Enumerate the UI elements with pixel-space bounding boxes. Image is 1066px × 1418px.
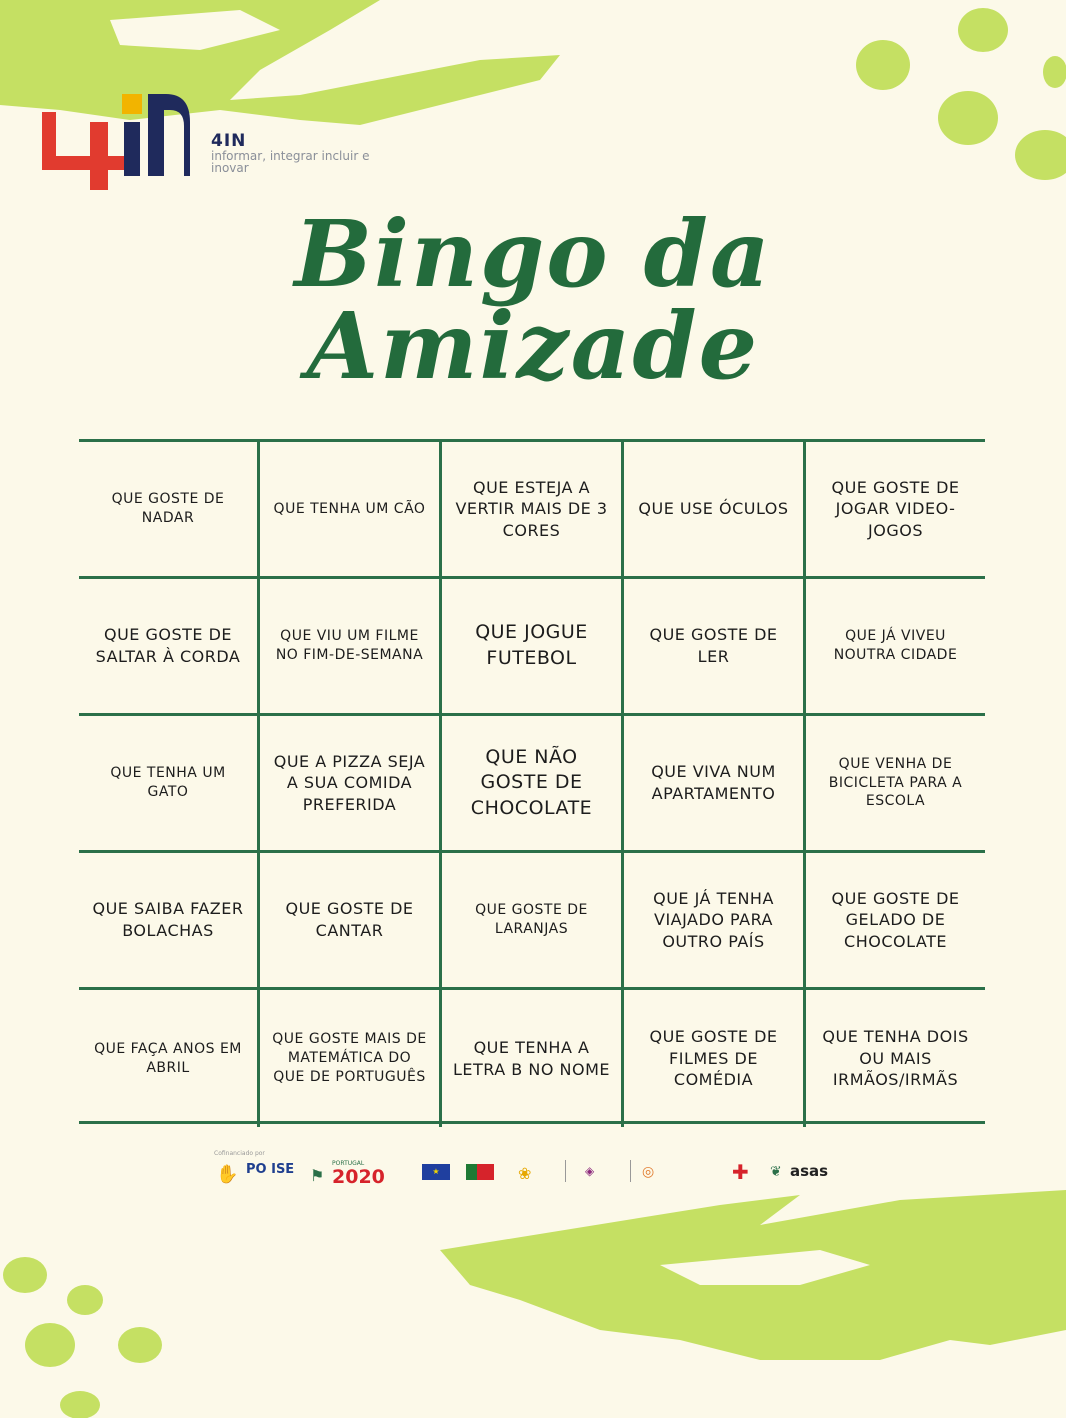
brand-tagline: informar, integrar incluir e inovar [211,149,370,175]
bingo-cell[interactable]: QUE TENHA UM CÃO [260,442,442,579]
bingo-grid [79,439,985,1124]
bingo-cell[interactable]: QUE VIU UM FILME NO FIM-DE-SEMANA [260,579,442,716]
red-cross-icon: ✚ [732,1160,749,1184]
bingo-cell[interactable]: QUE GOSTE MAIS DE MATEMÁTICA DO QUE DE PORTUGUÊS [260,990,442,1127]
portugal-label: PORTUGAL [332,1160,365,1167]
sun-icon: ❀ [518,1164,532,1183]
divider [565,1160,566,1182]
bingo-cell[interactable]: QUE GOSTE DE GELADO DE CHOCOLATE [806,853,985,990]
title-line-1: Bingo da [294,200,772,308]
bingo-cell[interactable]: QUE VIVA NUM APARTAMENTO [624,716,806,853]
bingo-cell[interactable]: QUE NÃO GOSTE DE CHOCOLATE [442,716,624,853]
asas-logo: asas [790,1162,829,1180]
bingo-cell[interactable]: QUE JÁ TENHA VIAJADO PARA OUTRO PAÍS [624,853,806,990]
portugal-flag-icon: ⚑ [310,1166,325,1185]
4in-logo [40,92,350,202]
clds-logo-icon: ◎ [642,1164,655,1180]
bingo-cell[interactable]: QUE FAÇA ANOS EM ABRIL [79,990,260,1127]
bingo-cell[interactable]: QUE GOSTE DE NADAR [79,442,260,579]
cofinanced-label: Cofinanciado por [214,1150,265,1157]
bingo-cell[interactable]: QUE JOGUE FUTEBOL [442,579,624,716]
bingo-cell[interactable]: QUE ESTEJA A VERTIR MAIS DE 3 CORES [442,442,624,579]
bingo-cell[interactable]: QUE GOSTE DE SALTAR À CORDA [79,579,260,716]
bingo-cell[interactable]: QUE GOSTE DE CANTAR [260,853,442,990]
bingo-cell[interactable]: QUE TENHA A LETRA B NO NOME [442,990,624,1127]
divider [630,1160,631,1182]
bingo-cell[interactable]: QUE GOSTE DE JOGAR VIDEO-JOGOS [806,442,985,579]
bingo-cell[interactable]: QUE TENHA UM GATO [79,716,260,853]
portugal-2020-logo: 2020 [332,1166,385,1188]
iss-logo-icon: ◈ [585,1164,595,1178]
bingo-cell[interactable]: QUE GOSTE DE LER [624,579,806,716]
bingo-cell[interactable]: QUE JÁ VIVEU NOUTRA CIDADE [806,579,985,716]
brand-name: 4IN [211,131,247,151]
leaf-icon: ❦ [770,1164,782,1180]
eu-flag-icon: ★ [422,1164,450,1180]
bingo-cell[interactable]: QUE GOSTE DE LARANJAS [442,853,624,990]
poise-logo: PO ISE [246,1162,295,1177]
bingo-cell[interactable]: QUE SAIBA FAZER BOLACHAS [79,853,260,990]
bingo-cell[interactable]: QUE A PIZZA SEJA A SUA COMIDA PREFERIDA [260,716,442,853]
portugal-flag [466,1164,494,1180]
bingo-cell[interactable]: QUE TENHA DOIS OU MAIS IRMÃOS/IRMÃS [822,1027,969,1090]
title-line-2: Amizade [306,292,760,400]
bingo-cell[interactable]: QUE GOSTE DE FILMES DE COMÉDIA [624,990,806,1127]
bingo-cell[interactable]: QUE USE ÓCULOS [624,442,806,579]
hand-icon: ✋ [216,1164,239,1185]
partner-logos [210,1150,850,1195]
bingo-cell[interactable]: QUE VENHA DE BICICLETA PARA A ESCOLA [806,716,985,853]
